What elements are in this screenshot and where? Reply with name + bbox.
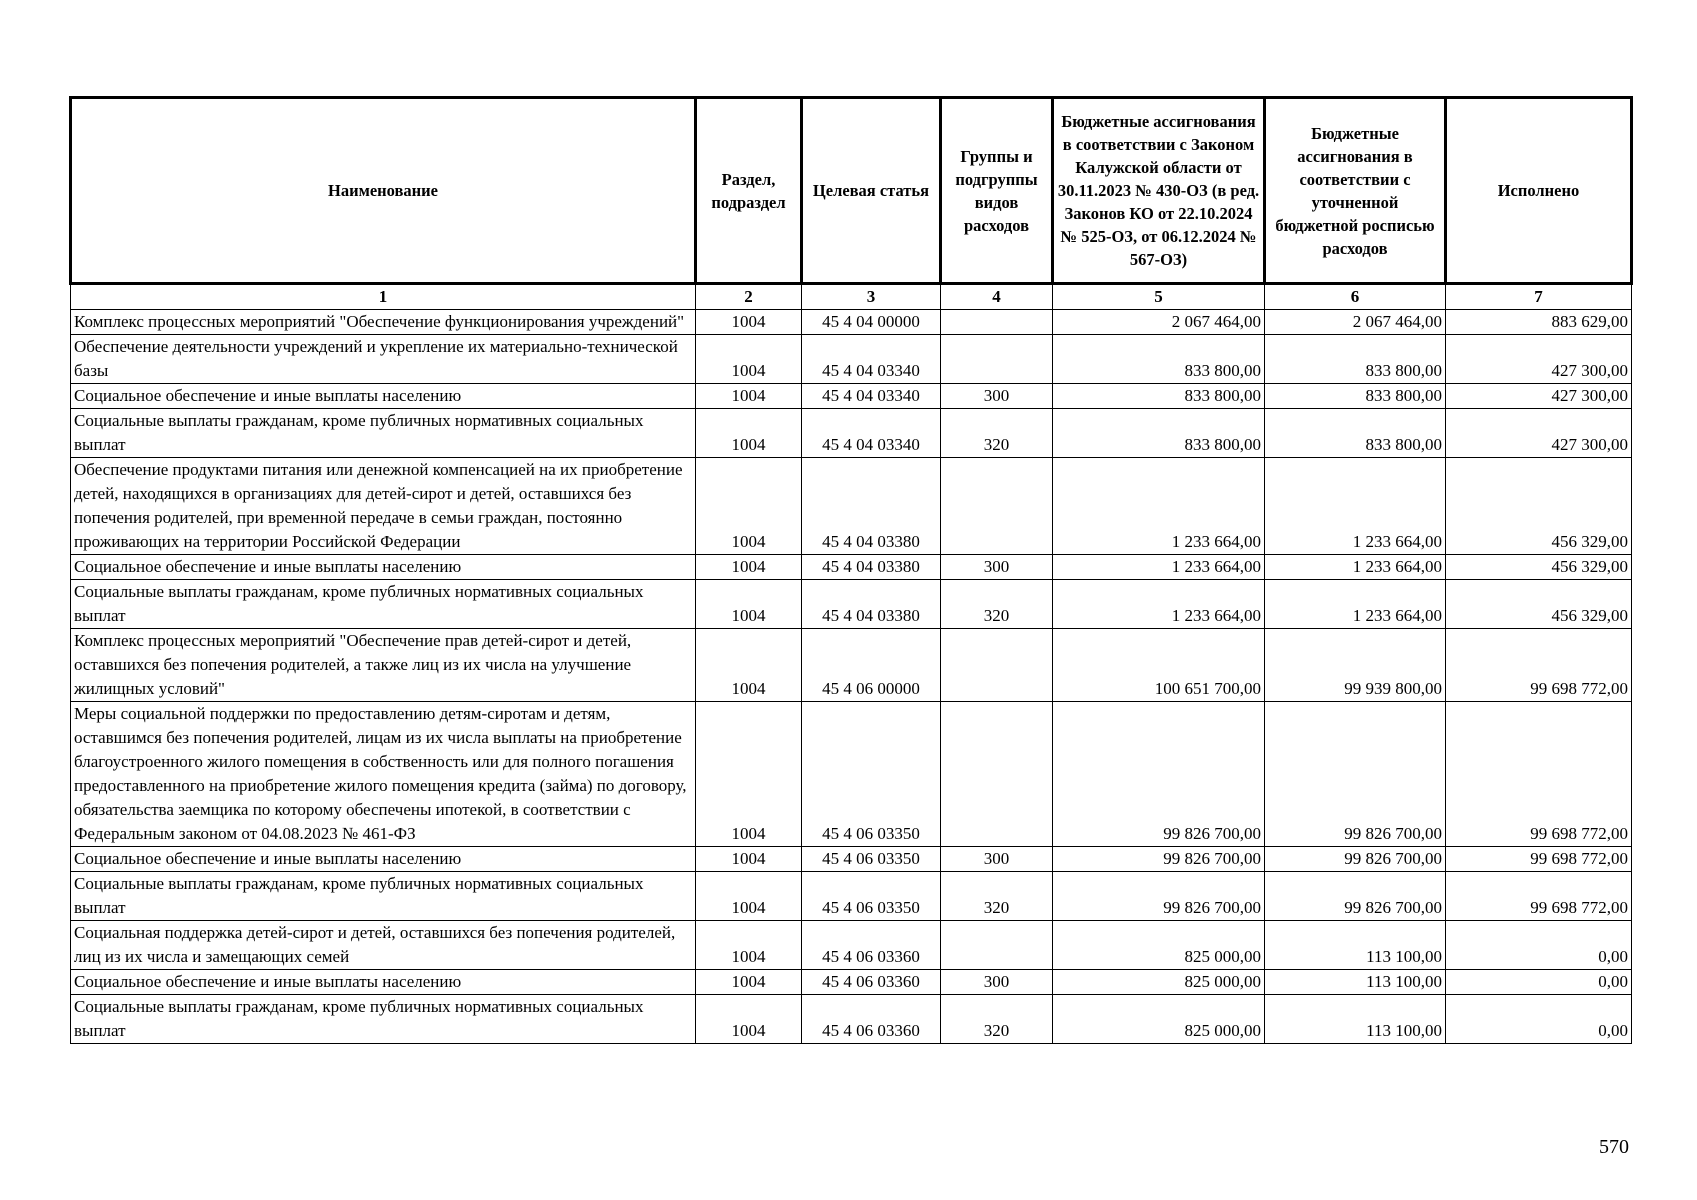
header-expense-group: Группы и подгруппы видов расходов bbox=[941, 98, 1053, 284]
cell-expense-group: 300 bbox=[941, 970, 1053, 995]
cell-name: Социальные выплаты гражданам, кроме публичных нормативных социальных выплат bbox=[71, 872, 696, 921]
cell-target-article: 45 4 04 03380 bbox=[802, 458, 941, 555]
cell-refined-allocation: 833 800,00 bbox=[1265, 335, 1446, 384]
cell-refined-allocation: 1 233 664,00 bbox=[1265, 580, 1446, 629]
cell-target-article: 45 4 06 03360 bbox=[802, 995, 941, 1044]
cell-section: 1004 bbox=[696, 384, 802, 409]
cell-refined-allocation: 113 100,00 bbox=[1265, 921, 1446, 970]
cell-name: Меры социальной поддержки по предоставлению детям-сиротам и детям, оставшимся без попечения родителей, лицам из их числа выплаты на приобретение благоустроенного жилого помещения в собственность или для полного погашения предоставленного на приобретение жилого помещения кредита (займа) по договору, обязательства заемщика по которому обеспечены ипотекой, в соответствии с Федеральным законом от 04.08.2023 № 461-ФЗ bbox=[71, 702, 696, 847]
cell-expense-group: 300 bbox=[941, 847, 1053, 872]
cell-target-article: 45 4 06 03360 bbox=[802, 970, 941, 995]
cell-name: Социальное обеспечение и иные выплаты населению bbox=[71, 384, 696, 409]
cell-name: Социальное обеспечение и иные выплаты населению bbox=[71, 847, 696, 872]
cell-refined-allocation: 99 939 800,00 bbox=[1265, 629, 1446, 702]
cell-refined-allocation: 1 233 664,00 bbox=[1265, 555, 1446, 580]
cell-executed: 99 698 772,00 bbox=[1446, 872, 1632, 921]
cell-law-allocation: 833 800,00 bbox=[1053, 384, 1265, 409]
cell-target-article: 45 4 06 03350 bbox=[802, 872, 941, 921]
cell-name: Социальные выплаты гражданам, кроме публичных нормативных социальных выплат bbox=[71, 580, 696, 629]
cell-executed: 883 629,00 bbox=[1446, 310, 1632, 335]
page-number: 570 bbox=[1599, 1136, 1629, 1158]
cell-law-allocation: 825 000,00 bbox=[1053, 970, 1265, 995]
cell-target-article: 45 4 04 03340 bbox=[802, 409, 941, 458]
cell-name: Комплекс процессных мероприятий "Обеспечение прав детей-сирот и детей, оставшихся без попечения родителей, а также лиц из их числа на улучшение жилищных условий" bbox=[71, 629, 696, 702]
cell-section: 1004 bbox=[696, 458, 802, 555]
cell-refined-allocation: 113 100,00 bbox=[1265, 970, 1446, 995]
cell-law-allocation: 833 800,00 bbox=[1053, 409, 1265, 458]
cell-law-allocation: 833 800,00 bbox=[1053, 335, 1265, 384]
column-number: 3 bbox=[802, 284, 941, 310]
table-row bbox=[71, 580, 1632, 629]
cell-target-article: 45 4 04 03380 bbox=[802, 555, 941, 580]
table-row bbox=[71, 872, 1632, 921]
header-refined-allocation: Бюджетные ассигнования в соответствии с уточненной бюджетной росписью расходов bbox=[1265, 98, 1446, 284]
table-row bbox=[71, 921, 1632, 970]
cell-name: Социальное обеспечение и иные выплаты населению bbox=[71, 970, 696, 995]
cell-law-allocation: 100 651 700,00 bbox=[1053, 629, 1265, 702]
cell-law-allocation: 99 826 700,00 bbox=[1053, 702, 1265, 847]
cell-executed: 427 300,00 bbox=[1446, 335, 1632, 384]
cell-law-allocation: 1 233 664,00 bbox=[1053, 580, 1265, 629]
cell-refined-allocation: 113 100,00 bbox=[1265, 995, 1446, 1044]
cell-expense-group bbox=[941, 702, 1053, 847]
cell-executed: 427 300,00 bbox=[1446, 384, 1632, 409]
cell-section: 1004 bbox=[696, 310, 802, 335]
column-number: 4 bbox=[941, 284, 1053, 310]
cell-section: 1004 bbox=[696, 995, 802, 1044]
column-number-row bbox=[71, 284, 1632, 310]
cell-expense-group: 320 bbox=[941, 995, 1053, 1044]
cell-refined-allocation: 2 067 464,00 bbox=[1265, 310, 1446, 335]
cell-name: Социальная поддержка детей-сирот и детей, оставшихся без попечения родителей, лиц из их числа и замещающих семей bbox=[71, 921, 696, 970]
cell-section: 1004 bbox=[696, 335, 802, 384]
table-row bbox=[71, 702, 1632, 847]
table-body bbox=[71, 310, 1632, 1044]
table-row bbox=[71, 458, 1632, 555]
cell-name: Социальные выплаты гражданам, кроме публичных нормативных социальных выплат bbox=[71, 409, 696, 458]
cell-expense-group bbox=[941, 310, 1053, 335]
cell-law-allocation: 1 233 664,00 bbox=[1053, 555, 1265, 580]
cell-refined-allocation: 99 826 700,00 bbox=[1265, 847, 1446, 872]
table-row bbox=[71, 335, 1632, 384]
column-number: 1 bbox=[71, 284, 696, 310]
cell-refined-allocation: 833 800,00 bbox=[1265, 409, 1446, 458]
cell-law-allocation: 99 826 700,00 bbox=[1053, 847, 1265, 872]
table-row bbox=[71, 995, 1632, 1044]
cell-name: Социальные выплаты гражданам, кроме публичных нормативных социальных выплат bbox=[71, 995, 696, 1044]
cell-expense-group: 320 bbox=[941, 872, 1053, 921]
cell-executed: 99 698 772,00 bbox=[1446, 629, 1632, 702]
column-number: 7 bbox=[1446, 284, 1632, 310]
cell-section: 1004 bbox=[696, 580, 802, 629]
cell-expense-group bbox=[941, 921, 1053, 970]
cell-name: Комплекс процессных мероприятий "Обеспечение функционирования учреждений" bbox=[71, 310, 696, 335]
cell-refined-allocation: 99 826 700,00 bbox=[1265, 872, 1446, 921]
header-section: Раздел, подраздел bbox=[696, 98, 802, 284]
cell-expense-group bbox=[941, 629, 1053, 702]
column-number: 6 bbox=[1265, 284, 1446, 310]
cell-executed: 99 698 772,00 bbox=[1446, 702, 1632, 847]
cell-section: 1004 bbox=[696, 702, 802, 847]
cell-expense-group bbox=[941, 458, 1053, 555]
cell-target-article: 45 4 06 00000 bbox=[802, 629, 941, 702]
cell-executed: 0,00 bbox=[1446, 995, 1632, 1044]
cell-law-allocation: 99 826 700,00 bbox=[1053, 872, 1265, 921]
cell-target-article: 45 4 04 00000 bbox=[802, 310, 941, 335]
table-row bbox=[71, 629, 1632, 702]
cell-section: 1004 bbox=[696, 921, 802, 970]
header-target-article: Целевая статья bbox=[802, 98, 941, 284]
cell-expense-group: 300 bbox=[941, 555, 1053, 580]
cell-executed: 456 329,00 bbox=[1446, 458, 1632, 555]
cell-executed: 0,00 bbox=[1446, 921, 1632, 970]
cell-executed: 456 329,00 bbox=[1446, 555, 1632, 580]
cell-law-allocation: 825 000,00 bbox=[1053, 921, 1265, 970]
cell-expense-group: 300 bbox=[941, 384, 1053, 409]
header-name: Наименование bbox=[71, 98, 696, 284]
cell-target-article: 45 4 06 03350 bbox=[802, 847, 941, 872]
cell-expense-group bbox=[941, 335, 1053, 384]
cell-expense-group: 320 bbox=[941, 580, 1053, 629]
column-number: 5 bbox=[1053, 284, 1265, 310]
cell-refined-allocation: 99 826 700,00 bbox=[1265, 702, 1446, 847]
cell-executed: 99 698 772,00 bbox=[1446, 847, 1632, 872]
cell-target-article: 45 4 06 03350 bbox=[802, 702, 941, 847]
table-row bbox=[71, 555, 1632, 580]
table-row bbox=[71, 970, 1632, 995]
cell-refined-allocation: 1 233 664,00 bbox=[1265, 458, 1446, 555]
cell-target-article: 45 4 04 03340 bbox=[802, 384, 941, 409]
cell-law-allocation: 2 067 464,00 bbox=[1053, 310, 1265, 335]
header-law-allocation: Бюджетные ассигнования в соответствии с Законом Калужской области от 30.11.2023 № 430-ОЗ (в ред. Законов КО от 22.10.2024 № 525-ОЗ, от 06.12.2024 № 567-ОЗ) bbox=[1053, 98, 1265, 284]
cell-name: Социальное обеспечение и иные выплаты населению bbox=[71, 555, 696, 580]
cell-section: 1004 bbox=[696, 555, 802, 580]
table-row bbox=[71, 847, 1632, 872]
cell-section: 1004 bbox=[696, 872, 802, 921]
cell-section: 1004 bbox=[696, 409, 802, 458]
column-number: 2 bbox=[696, 284, 802, 310]
budget-table bbox=[69, 96, 1633, 1044]
cell-law-allocation: 1 233 664,00 bbox=[1053, 458, 1265, 555]
table-row bbox=[71, 409, 1632, 458]
cell-section: 1004 bbox=[696, 970, 802, 995]
cell-target-article: 45 4 04 03380 bbox=[802, 580, 941, 629]
cell-expense-group: 320 bbox=[941, 409, 1053, 458]
cell-name: Обеспечение деятельности учреждений и укрепление их материально-технической базы bbox=[71, 335, 696, 384]
cell-executed: 0,00 bbox=[1446, 970, 1632, 995]
cell-target-article: 45 4 04 03340 bbox=[802, 335, 941, 384]
cell-section: 1004 bbox=[696, 629, 802, 702]
cell-law-allocation: 825 000,00 bbox=[1053, 995, 1265, 1044]
cell-name: Обеспечение продуктами питания или денежной компенсацией на их приобретение детей, находящихся в организациях для детей-сирот и детей, оставшихся без попечения родителей, при временной передаче в семьи граждан, постоянно проживающих на территории Российской Федерации bbox=[71, 458, 696, 555]
cell-executed: 456 329,00 bbox=[1446, 580, 1632, 629]
table-header-row bbox=[71, 98, 1632, 284]
cell-section: 1004 bbox=[696, 847, 802, 872]
cell-executed: 427 300,00 bbox=[1446, 409, 1632, 458]
table-row bbox=[71, 310, 1632, 335]
cell-target-article: 45 4 06 03360 bbox=[802, 921, 941, 970]
header-executed: Исполнено bbox=[1446, 98, 1632, 284]
table-row bbox=[71, 384, 1632, 409]
cell-refined-allocation: 833 800,00 bbox=[1265, 384, 1446, 409]
